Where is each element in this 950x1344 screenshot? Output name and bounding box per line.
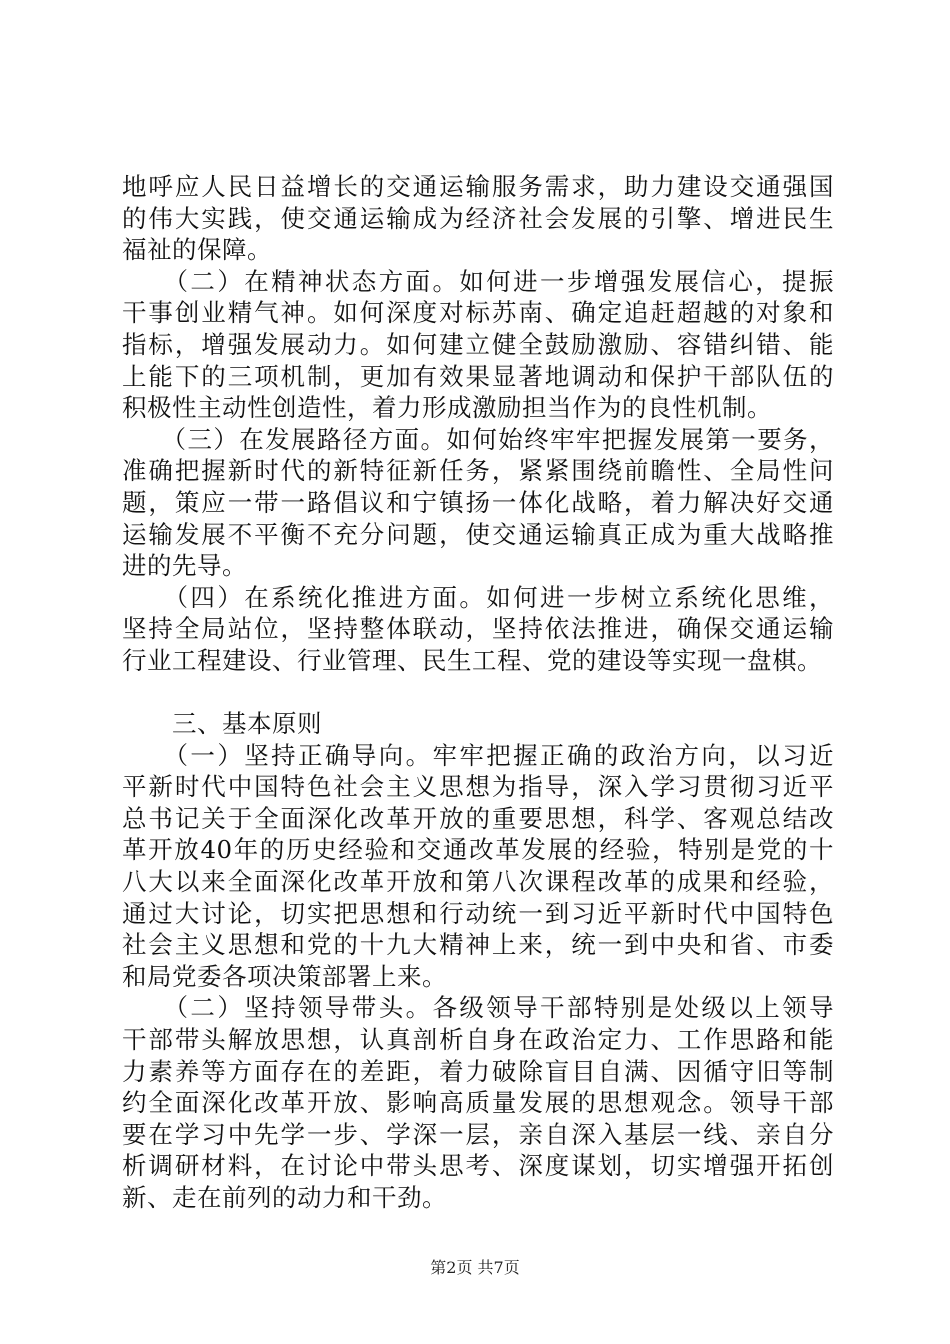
text-line: （一）坚持正确导向。牢牢把握正确的政治方向，以习近 [122,740,834,770]
text-line: 平新时代中国特色社会主义思想为指导，深入学习贯彻习近平 [122,772,834,802]
text-line: 革开放40年的历史经验和交通改革发展的经验，特别是党的十 [122,835,834,865]
text-line: 进的先导。 [122,551,247,581]
text-line: 指标，增强发展动力。如何建立健全鼓励激励、容错纠错、能 [122,329,834,359]
text-line: 运输发展不平衡不充分问题，使交通运输真正成为重大战略推 [122,519,834,549]
text-line: 干事创业精气神。如何深度对标苏南、确定追赶超越的对象和 [122,298,834,328]
text-line: 行业工程建设、行业管理、民生工程、党的建设等实现一盘棋。 [122,645,822,675]
text-line: 通过大讨论，切实把思想和行动统一到习近平新时代中国特色 [122,898,834,928]
text-line: 三、基本原则 [122,709,322,739]
text-line: 新、走在前列的动力和干劲。 [122,1183,447,1212]
text-line: （二）坚持领导带头。各级领导干部特别是处级以上领导 [122,993,834,1023]
blank-line [122,677,834,709]
text-line: 力素养等方面存在的差距，着力破除盲目自满、因循守旧等制 [122,1056,834,1086]
page-footer: 第2页 共7页 [430,1258,520,1277]
text-line: 地呼应人民日益增长的交通运输服务需求，助力建设交通强国 [122,172,834,201]
text-line: （四）在系统化推进方面。如何进一步树立系统化思维， [122,582,834,612]
text-line: 福祉的保障。 [122,235,272,265]
text-line: （二）在精神状态方面。如何进一步增强发展信心，提振 [122,266,834,296]
text-line: 坚持全局站位，坚持整体联动，坚持依法推进，确保交通运输 [122,614,834,644]
text-line: 干部带头解放思想，认真剖析自身在政治定力、工作思路和能 [122,1025,834,1055]
text-line: 上能下的三项机制，更加有效果显著地调动和保护干部队伍的 [122,361,834,391]
text-line: 积极性主动性创造性，着力形成激励担当作为的良性机制。 [122,393,772,423]
text-line: 和局党委各项决策部署上来。 [122,961,447,991]
text-line: 八大以来全面深化改革开放和第八次课程改革的成果和经验， [122,867,834,897]
text-line: 题，策应一带一路倡议和宁镇扬一体化战略，着力解决好交通 [122,487,834,517]
text-line: 社会主义思想和党的十九大精神上来，统一到中央和省、市委 [122,930,834,960]
text-line: （三）在发展路径方面。如何始终牢牢把握发展第一要务， [122,424,834,454]
text-line: 要在学习中先学一步、学深一层，亲自深入基层一线、亲自分 [122,1119,834,1149]
document-body [122,171,834,1214]
text-line: 约全面深化改革开放、影响高质量发展的思想观念。领导干部 [122,1088,834,1118]
text-line: 析调研材料，在讨论中带头思考、深度谋划，切实增强开拓创 [122,1151,834,1181]
text-line: 总书记关于全面深化改革开放的重要思想，科学、客观总结改 [122,803,834,833]
text-line: 准确把握新时代的新特征新任务，紧紧围绕前瞻性、全局性问 [122,456,834,486]
text-line: 的伟大实践，使交通运输成为经济社会发展的引擎、增进民生 [122,203,834,233]
